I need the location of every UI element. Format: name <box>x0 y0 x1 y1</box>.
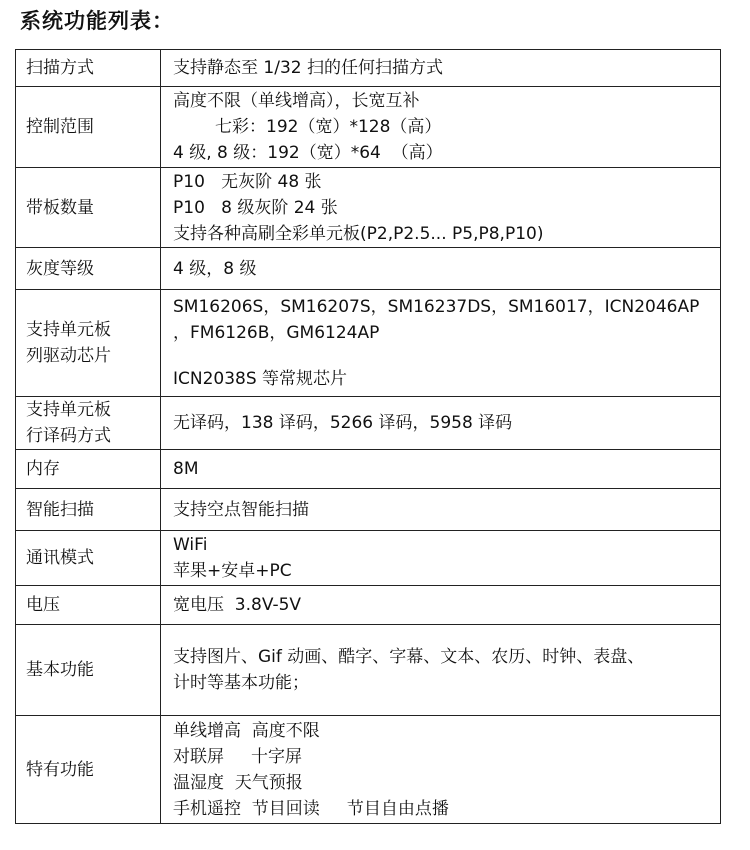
row-value-voltage <box>161 586 721 625</box>
table-row <box>16 531 721 586</box>
table-row <box>16 397 721 450</box>
value-line: P10 无灰阶 48 张 <box>173 171 322 192</box>
row-value-smart-scan <box>161 489 721 531</box>
table-row <box>16 87 721 168</box>
table-row <box>16 290 721 397</box>
value-line: 高度不限（单线增高），长宽互补 <box>173 91 420 111</box>
table-row <box>16 50 721 87</box>
row-label-gray-level: 灰度等级 <box>16 248 161 290</box>
table-row <box>16 586 721 625</box>
value-line: 温湿度 天气预报 <box>173 772 303 793</box>
row-value-column-driver-chips <box>161 290 721 397</box>
value-line: P10 8 级灰阶 24 张 <box>173 197 338 218</box>
row-label-column-driver-chips: 支持单元板 列驱动芯片 <box>16 290 161 397</box>
row-value-communication <box>161 531 721 586</box>
row-label-memory: 内存 <box>16 450 161 489</box>
row-value-basic-functions <box>161 625 721 716</box>
row-label-scan-mode: 扫描方式 <box>16 50 161 87</box>
value-line: 对联屏 十字屏 <box>173 746 303 767</box>
value-line: 8M <box>173 459 199 479</box>
value-line: 无译码，138 译码，5266 译码，5958 译码 <box>173 413 513 433</box>
value-line: WiFi <box>173 535 208 555</box>
value-line: 4 级, 8 级：192（宽）*64 （高） <box>173 143 443 163</box>
value-line: 手机遥控 节目回读 节目自由点播 <box>173 798 449 819</box>
value-line: 4 级，8 级 <box>173 258 257 279</box>
value-line: ，FM6126B，GM6124AP <box>173 323 380 343</box>
row-label-smart-scan: 智能扫描 <box>16 489 161 531</box>
row-label-board-count: 带板数量 <box>16 168 161 248</box>
table-row <box>16 716 721 824</box>
table-row <box>16 625 721 716</box>
row-value-board-count <box>161 168 721 248</box>
table-row <box>16 450 721 489</box>
row-value-scan-mode <box>161 50 721 87</box>
row-label-row-decoding: 支持单元板 行译码方式 <box>16 397 161 450</box>
value-line: 支持各种高刷全彩单元板(P2,P2.5... P5,P8,P10) <box>173 223 544 244</box>
value-line: 支持静态至 1/32 扫的任何扫描方式 <box>173 58 443 78</box>
row-value-control-range <box>161 87 721 168</box>
row-value-memory <box>161 450 721 489</box>
value-line: ICN2038S 等常规芯片 <box>173 369 348 389</box>
value-line: 支持空点智能扫描 <box>173 499 309 520</box>
value-line: 七彩：192（宽）*128（高） <box>215 117 442 137</box>
row-label-voltage: 电压 <box>16 586 161 625</box>
value-line: 计时等基本功能； <box>173 673 309 693</box>
value-line: SM16206S，SM16207S，SM16237DS，SM16017，ICN2046AP <box>173 297 700 317</box>
row-label-communication: 通讯模式 <box>16 531 161 586</box>
spec-table <box>15 49 721 824</box>
row-label-basic-functions: 基本功能 <box>16 625 161 716</box>
page-title: 系统功能列表： <box>20 9 174 33</box>
value-line: 单线增高 高度不限 <box>173 720 320 741</box>
value-line: 苹果+安卓+PC <box>173 561 292 581</box>
row-label-control-range: 控制范围 <box>16 87 161 168</box>
row-value-special-functions <box>161 716 721 824</box>
row-value-row-decoding <box>161 397 721 450</box>
table-row <box>16 248 721 290</box>
value-line: 宽电压 3.8V-5V <box>173 595 302 615</box>
value-line: 支持图片、Gif 动画、酷字、字幕、文本、农历、时钟、表盘、 <box>173 647 645 667</box>
row-label-special-functions: 特有功能 <box>16 716 161 824</box>
row-value-gray-level <box>161 248 721 290</box>
table-row <box>16 168 721 248</box>
table-row <box>16 489 721 531</box>
